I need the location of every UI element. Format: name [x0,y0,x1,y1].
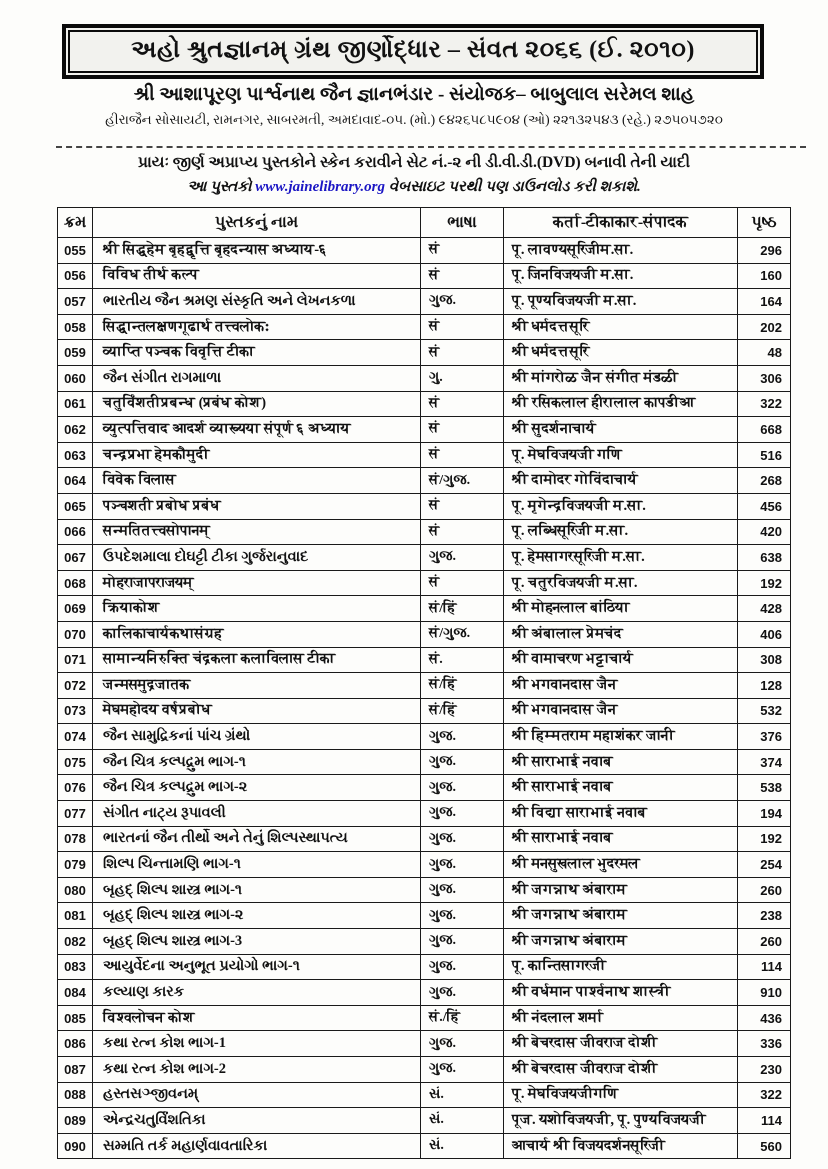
table-header-row [58,208,791,238]
cell-author: पू. पूण्यविजयजी म.सा. [504,289,738,315]
table-row [58,314,791,340]
cell-serial: 062 [58,417,93,443]
cell-pages: 192 [738,826,791,852]
cell-language: ગુજ. [421,289,504,315]
cell-language: सं/ગુજ. [421,468,504,494]
cell-author: पू. लावण्यसूरिजीम.सा. [504,238,738,264]
cell-bookname: चतुर्विंशतीप्रबन्ध (प्रबंध कोश) [93,391,421,417]
cell-serial: 090 [58,1133,93,1159]
cell-language: सं/हिं [421,596,504,622]
cell-bookname: જૈન સંગીત રાગમાળા [93,365,421,391]
cell-author: श्री मोहनलाल बांठिया [504,596,738,622]
cell-author: श्री बेचरदास जीवराज दोशी [504,1031,738,1057]
cell-language: सं/ગુજ. [421,621,504,647]
cell-pages: 420 [738,519,791,545]
cell-serial: 089 [58,1108,93,1134]
table-row [58,545,791,571]
cell-bookname: શિલ્પ ચિન્તામણિ ભાગ-૧ [93,852,421,878]
table-row [58,1005,791,1031]
cell-pages: 194 [738,801,791,827]
cell-serial: 065 [58,493,93,519]
cell-serial: 070 [58,621,93,647]
table-row [58,903,791,929]
table-row [58,980,791,1006]
cell-bookname: सामान्यनिरुक्ति चंद्रकला कलाविलास टीका [93,647,421,673]
cell-author: पू. कान्तिसागरजी [504,954,738,980]
cell-author: श्री साराभाई नवाब [504,775,738,801]
cell-language: ગુજ. [421,724,504,750]
cell-bookname: व्युत्पत्तिवाद आदर्श व्याख्यया संपूर्ण ६ अध्याय [93,417,421,443]
table-row [58,852,791,878]
cell-author: श्री मांगरोळ जैन संगीत मंडळी [504,365,738,391]
cell-serial: 066 [58,519,93,545]
cell-serial: 084 [58,980,93,1006]
cell-pages: 538 [738,775,791,801]
cell-author: पू. चतुरविजयजी म.सा. [504,570,738,596]
cell-pages: 374 [738,749,791,775]
cell-language: सं [421,493,504,519]
cell-bookname: ભારતનાં જૈન તીર્થો અને તેનું શિલ્પસ્થાપત્ય [93,826,421,852]
cell-pages: 428 [738,596,791,622]
cell-language: ગુજ. [421,954,504,980]
table-row [58,929,791,955]
title-box [62,24,764,79]
cell-pages: 160 [738,263,791,289]
table-row [58,468,791,494]
table-row [58,493,791,519]
cell-language: સં. [421,1082,504,1108]
cell-language: सं [421,314,504,340]
cell-serial: 063 [58,442,93,468]
cell-bookname: સમ્મતિ તર્ક મહાર્ણવાવતારિકા [93,1133,421,1159]
cell-pages: 376 [738,724,791,750]
cell-serial: 068 [58,570,93,596]
cell-bookname: હસ્તસઞ્જીવનમ્ [93,1082,421,1108]
cell-author: श्री जगन्नाथ अंबाराम [504,929,738,955]
cell-language: ગુજ. [421,801,504,827]
cell-pages: 668 [738,417,791,443]
cell-author: श्री बेचरदास जीवराज दोशी [504,1057,738,1083]
table-row [58,1031,791,1057]
cell-serial: 081 [58,903,93,929]
cell-bookname: બૃહદ્ શિલ્પ શાસ્ત્ર ભાગ-3 [93,929,421,955]
cell-language: ગુજ. [421,1031,504,1057]
cell-bookname: क्रियाकोश [93,596,421,622]
cell-author: श्री जगन्नाथ अंबाराम [504,903,738,929]
cell-author: पू. मेघविजयजी गणि [504,442,738,468]
cell-bookname: બૃહદ્ શિલ્પ શાસ્ત્ર ભાગ-૧ [93,877,421,903]
cell-serial: 076 [58,775,93,801]
title-box-inner [68,30,758,73]
table-row [58,1057,791,1083]
cell-bookname: जन्मसमुद्रजातक [93,673,421,699]
header-language: ભાષા [421,208,504,238]
cell-pages: 192 [738,570,791,596]
cell-serial: 069 [58,596,93,622]
cell-language: सं [421,391,504,417]
cell-pages: 910 [738,980,791,1006]
cell-serial: 075 [58,749,93,775]
cell-serial: 060 [58,365,93,391]
cell-language: ગુજ. [421,903,504,929]
cell-language: ગુજ. [421,749,504,775]
cell-language: सं [421,519,504,545]
cell-language: सं [421,417,504,443]
cell-pages: 296 [738,238,791,264]
cell-bookname: विवेक विलास [93,468,421,494]
cell-serial: 083 [58,954,93,980]
table-row [58,724,791,750]
cell-serial: 059 [58,340,93,366]
cell-language: सं [421,570,504,596]
cell-serial: 082 [58,929,93,955]
cell-pages: 336 [738,1031,791,1057]
cell-language: સં. [421,1108,504,1134]
table-row [58,775,791,801]
cell-language: ગુજ. [421,980,504,1006]
table-row [58,673,791,699]
cell-author: आचार्य श्री विजयदर्शनसूरिजी [504,1133,738,1159]
cell-author: श्री वर्धमान पार्श्वनाथ शास्त्री [504,980,738,1006]
header-bookname: પુસ્તકનું નામ [93,208,421,238]
cell-bookname: सिद्धान्तलक्षणगूढार्थ तत्त्वलोकः [93,314,421,340]
cell-pages: 560 [738,1133,791,1159]
cell-pages: 114 [738,954,791,980]
cell-author: श्री जगन्नाथ अंबाराम [504,877,738,903]
cell-serial: 088 [58,1082,93,1108]
cell-bookname: मोहराजापराजयम् [93,570,421,596]
table-row [58,263,791,289]
cell-language: सं [421,263,504,289]
cell-author: पू. लब्धिसूरिजी म.सा. [504,519,738,545]
cell-serial: 080 [58,877,93,903]
table-row [58,1108,791,1134]
cell-author: श्री दामोदर गोविंदाचार्य [504,468,738,494]
cell-pages: 164 [738,289,791,315]
cell-serial: 064 [58,468,93,494]
cell-pages: 268 [738,468,791,494]
table-row [58,749,791,775]
note-line-2 [0,178,828,196]
cell-author: श्री हिम्मतराम महाशंकर जानी [504,724,738,750]
cell-bookname: कालिकाचार्यकथासंग्रह [93,621,421,647]
cell-serial: 085 [58,1005,93,1031]
cell-language: सं/हिं [421,698,504,724]
cell-language: ગુજ. [421,852,504,878]
cell-serial: 086 [58,1031,93,1057]
cell-author: श्री मनसुखलाल भुदरमल [504,852,738,878]
cell-pages: 114 [738,1108,791,1134]
cell-serial: 077 [58,801,93,827]
cell-serial: 056 [58,263,93,289]
cell-language: ગુ. [421,365,504,391]
cell-bookname: કથા રત્ન કોશ ભાગ-1 [93,1031,421,1057]
cell-language: ગુજ. [421,877,504,903]
cell-bookname: पञ्चशती प्रबोध प्रबंध [93,493,421,519]
cell-serial: 078 [58,826,93,852]
header-serial: ક્રમ [58,208,93,238]
table-row [58,442,791,468]
table-row [58,1133,791,1159]
cell-author: पू. मृगेन्द्रविजयजी म.सा. [504,493,738,519]
book-table-body [58,238,791,1159]
cell-serial: 074 [58,724,93,750]
cell-bookname: જૈન સામુદ્રિકનાં પાંચ ગ્રંથો [93,724,421,750]
cell-bookname: જૈન ચિત્ર કલ્પદ્રુમ ભાગ-૨ [93,775,421,801]
cell-language: सं. [421,647,504,673]
cell-language: ગુજ. [421,826,504,852]
cell-author: पू. मेघविजयजीगणि [504,1082,738,1108]
cell-serial: 057 [58,289,93,315]
page-title: અહો શ્રુતજ્ઞાનમ્ ગ્રંથ જીર્ણોદ્ધાર – સંવત ૨૦૬૬ (ઈ. ૨૦૧૦) [131,37,695,63]
header-author: कर्ता-टीकाकार-संपादक [504,208,738,238]
cell-author: पू. जिनविजयजी म.सा. [504,263,738,289]
cell-bookname: ભારતીય જૈન શ્રમણ સંસ્કૃતિ અને લેખનકળા [93,289,421,315]
table-row [58,365,791,391]
cell-author: पू. हेमसागरसूरिजी म.सा. [504,545,738,571]
table-row [58,698,791,724]
cell-pages: 456 [738,493,791,519]
cell-language: सं [421,442,504,468]
cell-author: श्री धर्मदत्तसूरि [504,314,738,340]
cell-serial: 087 [58,1057,93,1083]
cell-bookname: विश्वलोचन कोश [93,1005,421,1031]
cell-language: ગુજ. [421,929,504,955]
note-line-2-prefix: આ પુસ્તકો [187,179,256,195]
cell-pages: 516 [738,442,791,468]
cell-author: श्री वामाचरण भट्टाचार्य [504,647,738,673]
cell-bookname: કથા રત્ન કોશ ભાગ-2 [93,1057,421,1083]
cell-pages: 532 [738,698,791,724]
cell-bookname: બૃહદ્ શિલ્પ શાસ્ત્ર ભાગ-૨ [93,903,421,929]
cell-author: श्री भगवानदास जैन [504,698,738,724]
cell-language: सं./हिं [421,1005,504,1031]
website-link[interactable]: www.jainelibrary.org [255,179,386,195]
cell-language: સં. [421,1133,504,1159]
cell-author: पूज. यशोविजयजी, पू. पुण्यविजयजी [504,1108,738,1134]
cell-bookname: આયુર્વેદના અનુભૂત પ્રયોગો ભાગ-૧ [93,954,421,980]
table-row [58,289,791,315]
table-row [58,238,791,264]
cell-serial: 058 [58,314,93,340]
cell-pages: 322 [738,1082,791,1108]
cell-bookname: चन्द्रप्रभा हेमकौमुदी [93,442,421,468]
cell-pages: 638 [738,545,791,571]
cell-pages: 230 [738,1057,791,1083]
cell-pages: 260 [738,929,791,955]
table-row [58,340,791,366]
cell-author: श्री सुदर्शनाचार्य [504,417,738,443]
books-table [57,207,791,1159]
cell-pages: 322 [738,391,791,417]
cell-language: सं [421,340,504,366]
cell-language: ગુજ. [421,775,504,801]
cell-serial: 072 [58,673,93,699]
cell-pages: 254 [738,852,791,878]
cell-language: सं/हिं [421,673,504,699]
cell-bookname: જૈન ચિત્ર કલ્પદ્રુમ ભાગ-૧ [93,749,421,775]
dashed-separator [56,146,806,148]
table-row [58,596,791,622]
address-line: હીરાજૈન સોસાયટી, રામનગર, સાબરમતી, અમદાવાદ-૦૫. (મો.) ૯૪૨૬૫૮૫૯૦૪ (ઓ) ૨૨૧૩૨૫૪૩ (રહે.) ૨૭૫૦૫૭૨૦ [105,112,723,127]
cell-language: ગુજ. [421,1057,504,1083]
note-line-1: પ્રાયઃ જીર્ણ અપ્રાપ્ય પુસ્તકોને સ્કેન કરાવીને સેટ નં.-૨ ની ડી.વી.ડી.(DVD) બનાવી તેની યાદી [137,154,691,171]
cell-pages: 202 [738,314,791,340]
cell-author: श्री धर्मदत्तसूरि [504,340,738,366]
cell-pages: 436 [738,1005,791,1031]
cell-bookname: ઉપદેશમાલા દોઘટ્ટી ટીકા ગુર્જરાનુવાદ [93,545,421,571]
cell-serial: 055 [58,238,93,264]
cell-pages: 308 [738,647,791,673]
cell-serial: 079 [58,852,93,878]
table-row [58,801,791,827]
table-row [58,647,791,673]
cell-author: श्री रसिकलाल हीरालाल कापडीआ [504,391,738,417]
cell-author: श्री नंदलाल शर्मा [504,1005,738,1031]
table-row [58,621,791,647]
cell-bookname: विविध तीर्थ कल्प [93,263,421,289]
cell-pages: 128 [738,673,791,699]
cell-pages: 306 [738,365,791,391]
cell-bookname: श्री सिद्धहेम बृहद्वृत्ति बृहदन्यास अध्याय-६ [93,238,421,264]
table-row [58,570,791,596]
cell-author: श्री साराभाई नवाब [504,749,738,775]
table-row [58,391,791,417]
header-pages: પૃષ્ઠ [738,208,791,238]
cell-author: श्री भगवानदास जैन [504,673,738,699]
cell-bookname: व्याप्ति पञ्चक विवृत्ति टीका [93,340,421,366]
cell-bookname: એન્દ્રચતુર્વિંશતિકા [93,1108,421,1134]
cell-pages: 238 [738,903,791,929]
table-row [58,1082,791,1108]
cell-serial: 061 [58,391,93,417]
cell-bookname: સંગીત નાટ્ય રૂપાવલી [93,801,421,827]
cell-author: श्री साराभाई नवाब [504,826,738,852]
table-row [58,826,791,852]
cell-language: ગુજ. [421,545,504,571]
table-row [58,877,791,903]
cell-bookname: मेघमहोदय वर्षप्रबोध [93,698,421,724]
cell-author: श्री अंबालाल प्रेमचंद [504,621,738,647]
cell-author: श्री विद्या साराभाई नवाब [504,801,738,827]
cell-bookname: सन्मतितत्त्वसोपानम् [93,519,421,545]
cell-serial: 071 [58,647,93,673]
table-row [58,519,791,545]
organization-subtitle: શ્રી આશાપૂરણ પાર્શ્વનાથ જૈન જ્ઞાનભંડાર - સંયોજક– બાબુલાલ સરેમલ શાહ [133,84,695,105]
cell-pages: 260 [738,877,791,903]
cell-serial: 073 [58,698,93,724]
cell-pages: 406 [738,621,791,647]
cell-bookname: કલ્યાણ કારક [93,980,421,1006]
note-line-2-suffix: વેબસાઇટ પરથી પણ ડાઉનલોડ કરી શકાશે. [385,179,641,195]
cell-serial: 067 [58,545,93,571]
cell-pages: 48 [738,340,791,366]
table-row [58,417,791,443]
table-row [58,954,791,980]
cell-language: सं [421,238,504,264]
